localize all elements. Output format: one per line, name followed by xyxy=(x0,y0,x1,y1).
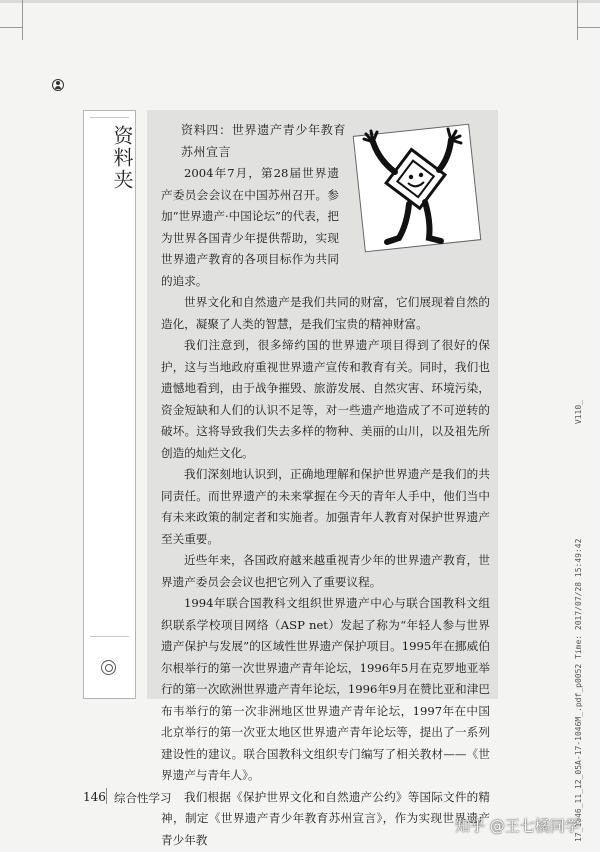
page-number: 146 xyxy=(83,790,106,804)
article-heading: 资料四：世界遗产青少年教育苏州宣言 xyxy=(181,123,346,159)
article-paragraph-3: 我们注意到，很多缔约国的世界遗产项目得到了很好的保护，这与当地政府重视世界遗产宣传和教育有关。同时，我们也遗憾地看到，由于战争摧毁、旅游发展、自然灾害、环境污染，资金短缺和人们的认识不足等，对一些遗产地造成了不可逆转的破坏。这将导致我们失去多样的物种、美丽的山川，以及祖先所创造的灿烂文化。 xyxy=(161,338,490,460)
margin-file-meta: 17_1046_11_12_05A-17-1046M_.pdf_p0052 Time: 2017/07/28 15:49:42 xyxy=(574,538,583,842)
book-title: 综合性学习 xyxy=(114,791,172,805)
crop-mark xyxy=(577,0,578,40)
dancing-figure-illustration xyxy=(337,120,487,264)
sidebar-panel xyxy=(83,110,136,699)
watermark: 知乎 @王七橘同学 xyxy=(455,817,580,835)
article-paragraph-4: 我们深刻地认识到，正确地理解和保护世界遗产是我们的共同责任。而世界遗产的未来掌握在今天的青年人手中，他们当中有未来政策的制定者和实施者。加强青年人教育对保护世界遗产至关重要。 xyxy=(161,467,490,546)
margin-code: V110_ xyxy=(574,400,583,425)
article-paragraph-5: 近些年来，各国政府越来越重视青少年的世界遗产教育，世界遗产委员会会议也把它列入了重要议程。 xyxy=(161,553,490,589)
sidebar-rule-bottom xyxy=(90,636,129,637)
page-top-edge xyxy=(0,0,600,3)
sidebar-title: 资料夹 xyxy=(110,125,134,191)
footer-divider xyxy=(106,788,107,804)
person-icon xyxy=(52,79,64,91)
article-panel xyxy=(147,110,498,847)
article-paragraph-1: 2004年7月，第28届世界遗产委员会会议在中国苏州召开。参加“世界遗产·中国论坛”的代表，把为世界各国青少年提供帮助，实现世界遗产教育的各项目标作为共同的追求。 xyxy=(161,166,339,288)
crop-mark xyxy=(22,0,23,40)
article-paragraph-6: 1994年联合国教科文组织世界遗产中心与联合国教科文组织联系学校项目网络（ASP net）发起了称为“年轻人参与世界遗产保护与发展”的区域性世界遗产保护项目。1995年在挪威伯尔根举行的第一次世界遗产青年论坛，1996年5月在克罗地亚举行的第一次欧洲世界遗产青年论坛，1996年9月在赞比亚和津巴布韦举行的第一次非洲地区世界遗产青年论坛，1997年在中国北京举行的第一次亚太地区世界遗产青年论坛等，提出了一系列建设性的建议。联合国教科文组织专门编写了相关教材——《世界遗产与青年人》。 xyxy=(161,596,490,782)
crop-mark xyxy=(578,27,600,28)
spiral-icon xyxy=(101,660,116,675)
article-paragraph-2: 世界文化和自然遗产是我们共同的财富，它们展现着自然的造化，凝聚了人类的智慧，是我们宝贵的精神财富。 xyxy=(161,295,490,331)
sidebar-rule-top xyxy=(90,117,129,118)
article-paragraph-7: 我们根据《保护世界文化和自然遗产公约》等国际文件的精神，制定《世界遗产青少年教育苏州宣言》，作为实现世界遗产青少年教 xyxy=(161,789,490,847)
crop-mark xyxy=(0,27,22,28)
